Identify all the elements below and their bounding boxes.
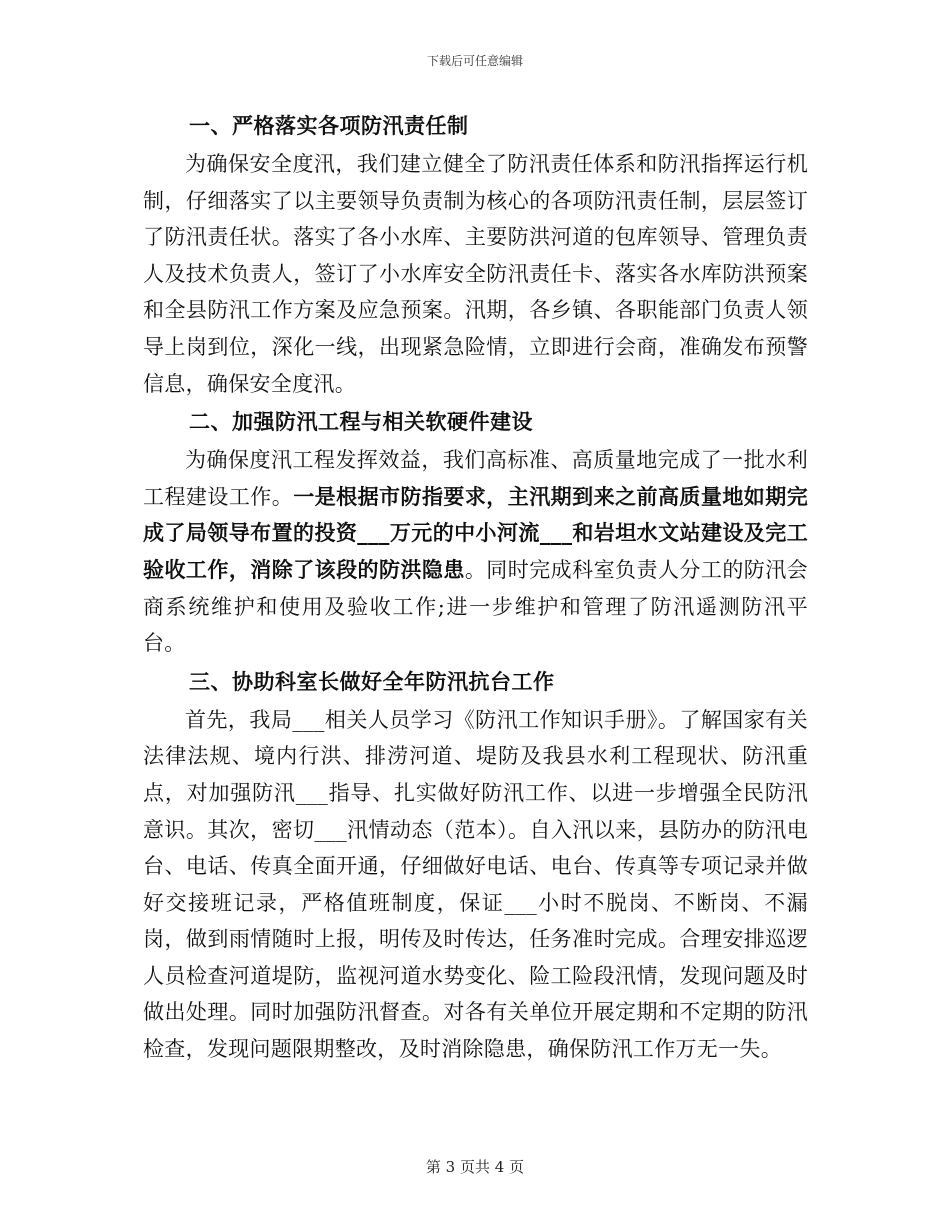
paragraph-2-start: 为确保度汛工程发挥效益，我们高标准、高质量地完成了一批水利工程建设工作。 xyxy=(143,448,808,509)
section-paragraph-2 xyxy=(143,442,808,662)
paragraph-2-end: 。同时完成科室负责人分工的防汛会商系统维护和使用及验收工作;进一步维护和管理了防汛遥测防汛平台。 xyxy=(143,557,808,656)
section-heading-3: 三、协助科室长做好全年防汛抗台工作 xyxy=(189,668,555,694)
document-body xyxy=(143,106,808,1068)
section-paragraph-3: 首先，我局___相关人员学习《防汛工作知识手册》。了解国家有关法律法规、境内行洪、排涝河道、堤防及我县水利工程现状、防汛重点，对加强防汛___指导、扎实做好防汛工作、以进一步增强全民防汛意识。其次，密切___汛情动态（范本）。自入汛以来，县防办的防汛电台、电话、传真全面开通，仔细做好电话、电台、传真等专项记录并做好交接班记录，严格值班制度，保证___小时不脱岗、不断岗、不漏岗，做到雨情随时上报，明传及时传达，任务准时完成。合理安排巡逻人员检查河道堤防，监视河道水势变化、险工险段汛情，发现问题及时做出处理。同时加强防汛督查。对各有关单位开展定期和不定期的防汛检查，发现问题限期整改，及时消除隐患，确保防汛工作万无一失。 xyxy=(143,707,808,1062)
section-paragraph-1: 为确保安全度汛，我们建立健全了防汛责任体系和防汛指挥运行机制，仔细落实了以主要领导负责制为核心的各项防汛责任制，层层签订了防汛责任状。落实了各小水库、主要防洪河道的包库领导、管理负责人及技术负责人，签订了小水库安全防汛责任卡、落实各水库防洪预案和全县防汛工作方案及应急预案。汛期，各乡镇、各职能部门负责人领导上岗到位，深化一线，出现紧急险情，立即进行会商，准确发布预警信息，确保安全度汛。 xyxy=(143,152,808,396)
page-header-note: 下载后可任意编辑 xyxy=(426,54,523,68)
paragraph-2-bold: 一是根据市防指要求，主汛期到来之前高质量地如期完成了局领导布置的投资___万元的中小河流___和岩坦水文站建设及完工验收工作，消除了该段的防洪隐患 xyxy=(143,483,808,582)
section-heading-1: 一、严格落实各项防汛责任制 xyxy=(189,113,469,138)
section-heading-2: 二、加强防汛工程与相关软硬件建设 xyxy=(189,409,533,435)
page-number: 第 3 页共 4 页 xyxy=(425,1158,525,1176)
